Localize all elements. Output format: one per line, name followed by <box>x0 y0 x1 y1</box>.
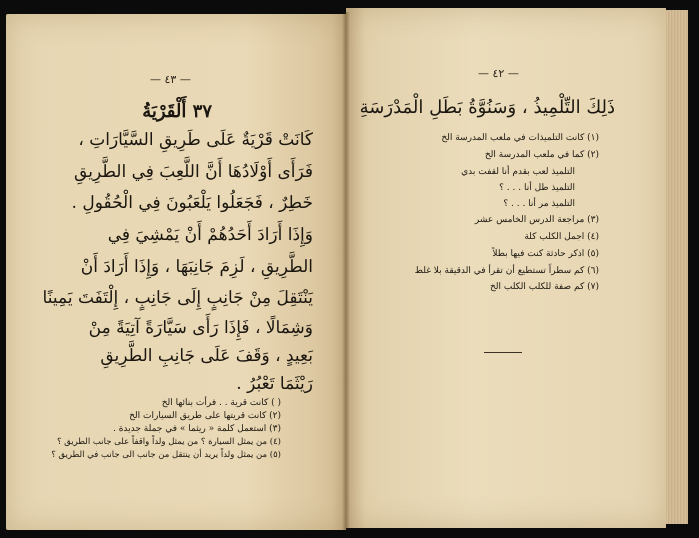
exercise-item: التلميذ لعب بقدم أنا لقفت بدي <box>461 167 575 177</box>
body-line: يَنْتَقِلَ مِنْ جَانِبٍ إِلَى جَانِبٍ ، إِلْتَفَتَ يَمِينًا <box>42 288 313 308</box>
exercise-item: (٣) مراجعة الدرس الخامس عشر <box>474 215 599 225</box>
exercise-item: (٧) كم صفة للكلب الكلب الخ <box>489 282 599 292</box>
body-line: رَيْثَمَا تَعْبُرُ . <box>236 374 313 394</box>
body-line: الطَّرِيقِ ، لَزِمَ جَانِبَهَا ، وَإِذَا أَرَادَ أَنْ <box>80 257 313 277</box>
body-line: وَإِذَا أَرَادَ أَحَدُهُمْ أَنْ يَمْشِيَ فِي <box>107 225 313 245</box>
lesson-title: ٣٧ أَلْقَرْيَةُ <box>142 101 212 122</box>
exercise-item: (٤) من يمثل السيارة ؟ من يمثل ولداً واقفاً على جانب الطريق ؟ <box>56 437 281 447</box>
body-line: فَرَأَى أَوْلَادُهَا أَنَّ اللَّعِبَ فِي الطَّرِيقِ <box>74 162 313 182</box>
exercise-item: (٥) اذكر حادثة كنت فيها بطلاً <box>492 249 599 259</box>
body-line: وَشِمَالًا ، فَإِذَا رَأَى سَيَّارَةً آتِيَةً مِنْ <box>88 318 313 338</box>
page-edges <box>666 10 688 524</box>
body-line: خَطِرٌ ، فَجَعَلُوا يَلْعَبُونَ فِي الْحُقُولِ . <box>71 193 313 213</box>
book-gutter <box>342 12 350 530</box>
body-line: كَانَتْ قَرْيَةٌ عَلَى طَرِيقِ السَّيَّارَاتِ ، <box>78 130 313 150</box>
exercise-item: التلميذ طل أنا . . . ؟ <box>499 183 575 193</box>
body-line: بَعِيدٍ ، وَقَفَ عَلَى جَانِبِ الطَّرِيقِ <box>100 346 313 366</box>
exercise-item: (٤) اجمل الكلب كلة <box>524 232 599 242</box>
left-page-number: — ٤٣ — <box>150 73 191 86</box>
exercise-item: التلميذ مر أنا . . . ؟ <box>503 199 575 209</box>
exercise-item: (٣) استعمل كلمة « ريثما » في جملة جديدة . <box>112 424 281 434</box>
exercise-item: (١) كانت التلميذات في ملعب المدرسة الخ <box>441 133 599 143</box>
exercise-item: (٢) كما في ملعب المدرسة الخ <box>484 150 599 160</box>
exercise-item: (٦) كم سطراً تستطيع أن تقرأ في الدقيقة بلا غلط <box>414 266 599 276</box>
exercise-item: (٢) كانت قريتها على طريق السيارات الخ <box>129 411 281 421</box>
exercise-item: ( ) كانت قرية . . فرأت بنائها الخ <box>161 398 281 408</box>
section-divider <box>484 352 522 353</box>
section-heading: ذَلِكَ التِّلْمِيذُ ، وَسَنُوَّةُ بَطَلِ الْمَدْرَسَةِ <box>359 97 615 118</box>
right-page-number: — ٤٢ — <box>478 67 519 80</box>
exercise-item: (٥) من يمثل ولداً يريد أن ينتقل من جانب الى جانب في الطريق ؟ <box>51 450 281 460</box>
